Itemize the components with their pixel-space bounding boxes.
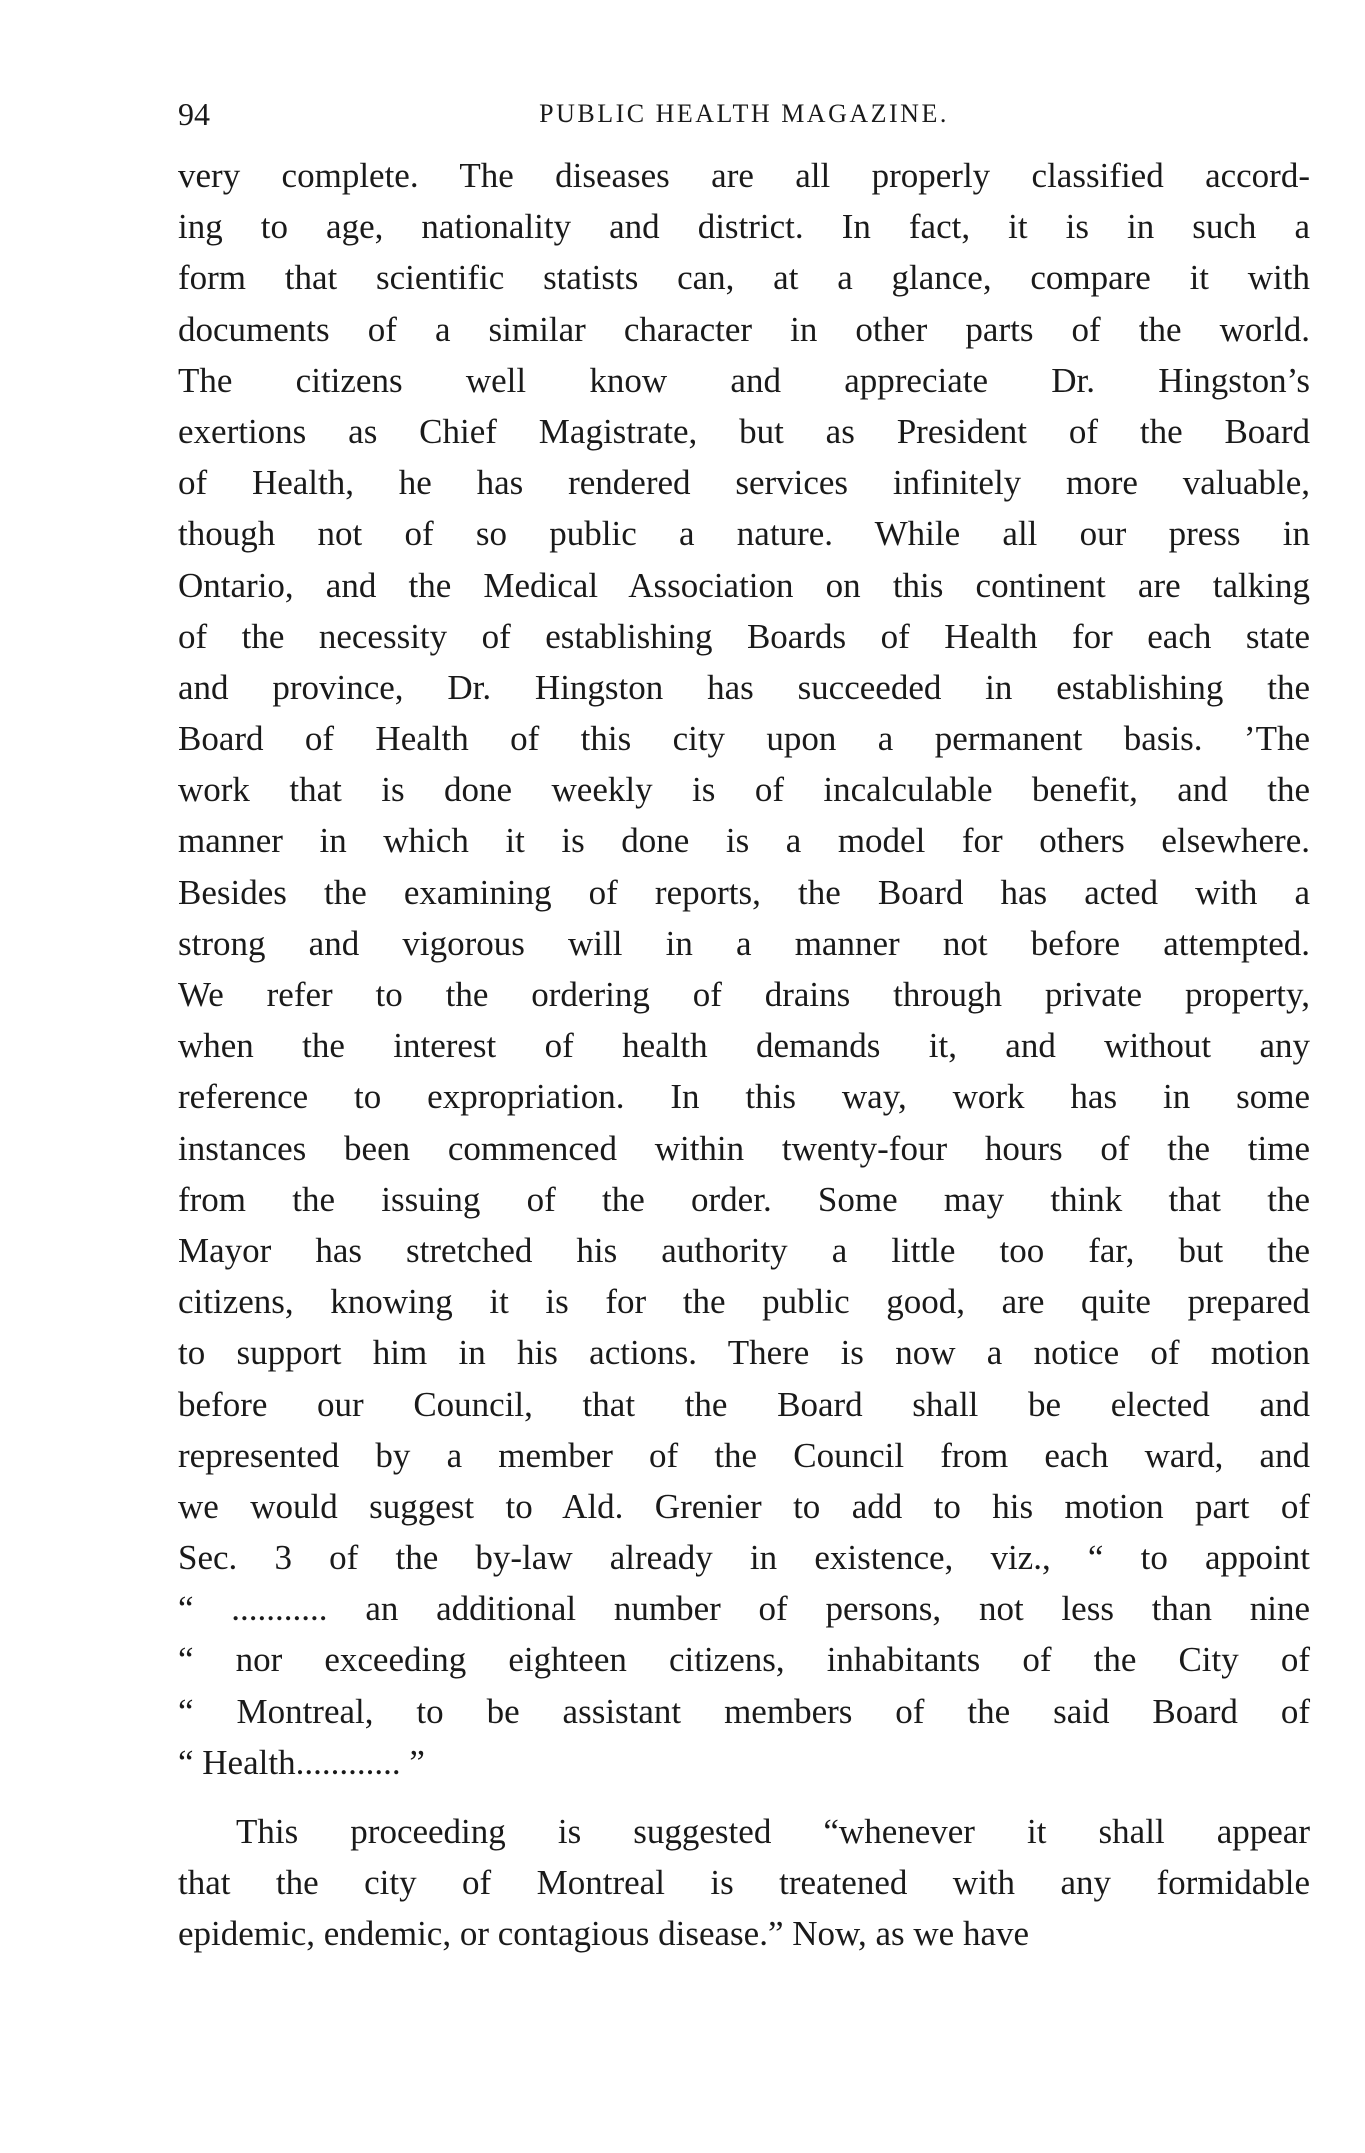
text-line: reference to expropriation. In this way, work has in some	[178, 1077, 1310, 1117]
text-line: form that scientific statists can, at a glance, compare it with	[178, 258, 1310, 298]
text-line: Besides the examining of reports, the Board has acted with a	[178, 872, 1310, 912]
text-line: The citizens well know and appreciate Dr. Hingston’s	[178, 360, 1310, 400]
text-line: and province, Dr. Hingston has succeeded in establishing the	[178, 667, 1310, 707]
text-line: to support him in his actions. There is now a notice of motion	[178, 1333, 1310, 1373]
text-line: epidemic, endemic, or contagious disease.” Now, as we have	[178, 1914, 1030, 1954]
text-line: strong and vigorous will in a manner not before attempted.	[178, 923, 1310, 963]
text-line: documents of a similar character in other parts of the world.	[178, 309, 1310, 349]
text-line: manner in which it is done is a model for others elsewhere.	[178, 821, 1310, 861]
text-line: Sec. 3 of the by-law already in existence, viz., “ to appoint	[178, 1538, 1310, 1578]
text-line: of Health, he has rendered services infinitely more valuable,	[178, 463, 1310, 503]
text-line: from the issuing of the order. Some may think that the	[178, 1179, 1310, 1219]
text-line: very complete. The diseases are all properly classified accord-	[178, 156, 1310, 195]
text-line: This proceeding is suggested “whenever it shall appear	[236, 1812, 1310, 1851]
text-line: “ Health............ ”	[178, 1742, 425, 1782]
text-line: citizens, knowing it is for the public good, are quite prepared	[178, 1282, 1310, 1322]
text-line: We refer to the ordering of drains through private property,	[178, 975, 1310, 1014]
text-line: that the city of Montreal is treatened with any formidable	[178, 1863, 1310, 1903]
text-line: “ Montreal, to be assistant members of the said Board of	[178, 1691, 1310, 1731]
body-text	[178, 150, 1310, 1960]
text-line: Ontario, and the Medical Association on this continent are talking	[178, 565, 1310, 605]
text-line: Board of Health of this city upon a permanent basis. ’The	[178, 719, 1310, 759]
text-line: before our Council, that the Board shall be elected and	[178, 1384, 1310, 1424]
paragraph	[178, 1806, 1310, 1960]
text-line: work that is done weekly is of incalculable benefit, and the	[178, 770, 1310, 810]
text-line: “ nor exceeding eighteen citizens, inhabitants of the City of	[178, 1640, 1310, 1680]
page-number: 94	[178, 96, 210, 132]
text-line: Mayor has stretched his authority a little too far, but the	[178, 1230, 1310, 1270]
document-page	[178, 86, 1310, 1960]
paragraph	[178, 150, 1310, 1788]
journal-title: PUBLIC HEALTH MAGAZINE.	[539, 99, 949, 128]
text-line: when the interest of health demands it, and without any	[178, 1026, 1310, 1066]
text-line: exertions as Chief Magistrate, but as President of the Board	[178, 411, 1310, 451]
text-line: of the necessity of establishing Boards of Health for each state	[178, 616, 1310, 656]
text-line: instances been commenced within twenty-four hours of the time	[178, 1128, 1310, 1168]
text-line: ing to age, nationality and district. In fact, it is in such a	[178, 207, 1310, 247]
text-line: though not of so public a nature. While all our press in	[178, 514, 1310, 554]
running-head	[178, 86, 1310, 142]
text-line: represented by a member of the Council from each ward, and	[178, 1435, 1310, 1475]
text-line: “ ........... an additional number of persons, not less than nine	[178, 1589, 1310, 1629]
text-line: we would suggest to Ald. Grenier to add to his motion part of	[178, 1486, 1310, 1526]
